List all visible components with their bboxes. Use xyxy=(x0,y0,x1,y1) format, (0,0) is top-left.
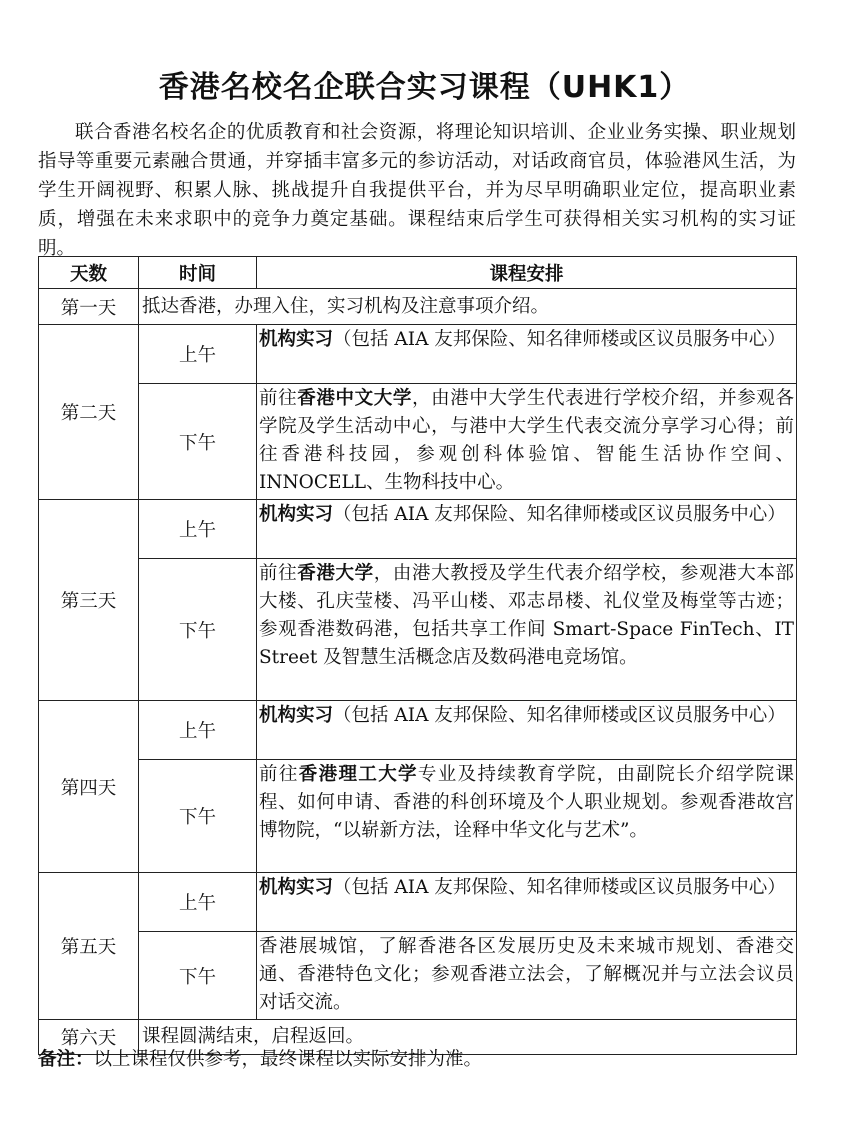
day5-am-text: （包括 AIA 友邦保险、知名律师楼或区议员服务中心） xyxy=(333,877,786,898)
day3-pm-bold: 香港大学 xyxy=(297,563,374,584)
day4-am-text: （包括 AIA 友邦保险、知名律师楼或区议员服务中心） xyxy=(333,705,786,726)
footnote-text: 以上课程仅供参考，最终课程以实际安排为准。 xyxy=(93,1049,483,1070)
day4-pm-label: 下午 xyxy=(139,760,257,873)
day5-am-plan xyxy=(257,873,797,932)
table-row-day1 xyxy=(39,289,797,325)
table-row-day4-pm xyxy=(39,760,797,873)
day3-pm-text: ，由港大教授及学生代表介绍学校，参观港大本部大楼、孔庆莹楼、冯平山楼、邓志昂楼、礼仪堂及梅堂等古迹；参观香港数码港，包括共享工作间 Smart-Space FinTech、IT Street 及智慧生活概念店及数码港电竞场馆。 xyxy=(259,563,794,668)
day3-pm-pre: 前往 xyxy=(259,563,298,584)
day4-am-label: 上午 xyxy=(139,701,257,760)
day4-pm-pre: 前往 xyxy=(259,764,299,785)
header-day: 天数 xyxy=(39,257,139,289)
day6-plan: 课程圆满结束，启程返回。 xyxy=(139,1020,797,1055)
table-row-day3-am xyxy=(39,500,797,559)
day2-am-label: 上午 xyxy=(139,325,257,384)
day4-am-plan xyxy=(257,701,797,760)
day3-pm-label: 下午 xyxy=(139,559,257,701)
day4-am-bold: 机构实习 xyxy=(259,705,334,726)
table-row-day2-am xyxy=(39,325,797,384)
day5-am-bold: 机构实习 xyxy=(259,877,334,898)
footnote-label: 备注： xyxy=(38,1049,94,1070)
table-row-day5-am xyxy=(39,873,797,932)
day2-pm-label: 下午 xyxy=(139,384,257,500)
day3-am-label: 上午 xyxy=(139,500,257,559)
table-row-day3-pm xyxy=(39,559,797,701)
day3-am-bold: 机构实习 xyxy=(259,504,334,525)
day1-plan: 抵达香港，办理入住，实习机构及注意事项介绍。 xyxy=(139,289,797,325)
day2-pm-bold: 香港中文大学 xyxy=(297,388,413,409)
day2-am-text: （包括 AIA 友邦保险、知名律师楼或区议员服务中心） xyxy=(333,329,786,350)
day6-label: 第六天 xyxy=(39,1020,139,1055)
schedule-table xyxy=(38,256,797,1055)
day5-pm-label: 下午 xyxy=(139,932,257,1020)
day3-pm-plan xyxy=(257,559,797,701)
day3-am-text: （包括 AIA 友邦保险、知名律师楼或区议员服务中心） xyxy=(333,504,786,525)
day5-pm-plan: 香港展城馆，了解香港各区发展历史及未来城市规划、香港交通、香港特色文化；参观香港立法会，了解概况并与立法会议员对话交流。 xyxy=(257,932,797,1020)
day3-label: 第三天 xyxy=(39,500,139,701)
header-time: 时间 xyxy=(139,257,257,289)
day1-label: 第一天 xyxy=(39,289,139,325)
day5-label: 第五天 xyxy=(39,873,139,1020)
day2-am-plan xyxy=(257,325,797,384)
day4-pm-bold: 香港理工大学 xyxy=(298,764,418,785)
day2-pm-text: ，由港中大学生代表进行学校介绍，并参观各学院及学生活动中心，与港中大学生代表交流分享学习心得；前往香港科技园，参观创科体验馆、智能生活协作空间、INNOCELL、生物科技中心。 xyxy=(259,388,794,493)
day4-pm-text: 专业及持续教育学院，由副院长介绍学院课程、如何申请、香港的科创环境及个人职业规划。参观香港故宫博物院，“以崭新方法，诠释中华文化与艺术”。 xyxy=(259,764,794,841)
day4-label: 第四天 xyxy=(39,701,139,873)
day4-pm-plan xyxy=(257,760,797,873)
page-title: 香港名校名企联合实习课程（UHK1） xyxy=(158,70,691,105)
intro-paragraph: 联合香港名校名企的优质教育和社会资源，将理论知识培训、企业业务实操、职业规划指导等重要元素融合贯通，并穿插丰富多元的参访活动，对话政商官员，体验港风生活，为学生开阔视野、积累人脉、挑战提升自我提供平台，并为尽早明确职业定位，提高职业素质，增强在未来求职中的竞争力奠定基础。课程结束后学生可获得相关实习机构的实习证明。 xyxy=(38,122,796,259)
footnote xyxy=(38,1045,482,1071)
table-row-day2-pm xyxy=(39,384,797,500)
table-header-row xyxy=(39,257,797,289)
table-row-day4-am xyxy=(39,701,797,760)
header-plan: 课程安排 xyxy=(257,257,797,289)
table-row-day5-pm xyxy=(39,932,797,1020)
day2-am-bold: 机构实习 xyxy=(259,329,334,350)
day2-pm-plan xyxy=(257,384,797,500)
day3-am-plan xyxy=(257,500,797,559)
day2-pm-pre: 前往 xyxy=(259,388,298,409)
day2-label: 第二天 xyxy=(39,325,139,500)
day5-am-label: 上午 xyxy=(139,873,257,932)
